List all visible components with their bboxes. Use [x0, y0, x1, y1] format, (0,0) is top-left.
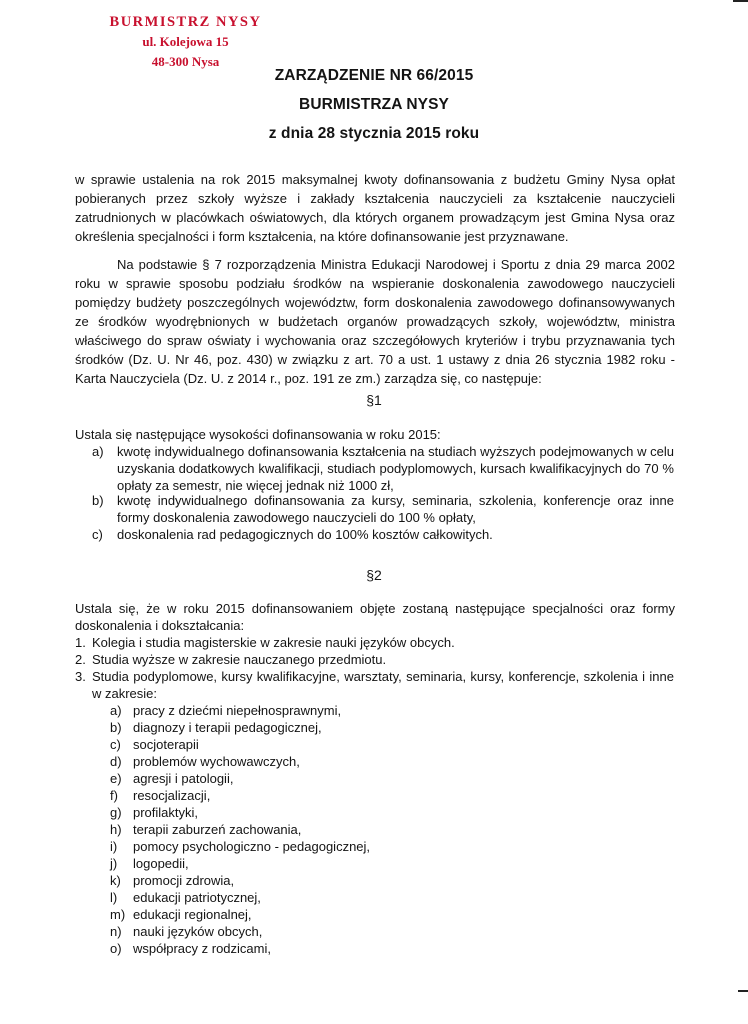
section-2-item: Studia wyższe w zakresie nauczanego przedmiotu. — [92, 652, 387, 667]
subitem-label: c) — [110, 737, 121, 752]
section-2-item: Kolegia i studia magisterskie w zakresie nauki języków obcych. — [92, 635, 455, 650]
subitem-text: resocjalizacji, — [133, 788, 211, 803]
section-2-item-label: 1. — [75, 635, 86, 650]
section-1-lead: Ustala się następujące wysokości dofinansowania w roku 2015: — [75, 427, 441, 442]
subitem-label: l) — [110, 890, 118, 905]
section-1-item: kwotę indywidualnego dofinansowania za kursy, seminaria, szkolenia, konferencje oraz inne formy doskonalenia zawodowego nauczycieli do 100 % opłaty, — [117, 493, 674, 525]
subitem-text: problemów wychowawczych, — [133, 754, 300, 769]
subitem-label: o) — [110, 941, 122, 956]
subitem-label: a) — [110, 703, 122, 718]
official-stamp — [98, 12, 273, 72]
section-1-item: kwotę indywidualnego dofinansowania kształcenia na studiach wyższych podejmowanych w celu uzyskania dodatkowych kwalifikacji, studiach podyplomowych, kursach kwalifikacyjnych do 70 % opłaty za semestr, nie więcej jednak niż 1000 zł, — [117, 444, 674, 493]
subitem-text: promocji zdrowia, — [133, 873, 235, 888]
scan-edge-mark — [733, 0, 748, 2]
scan-edge-mark — [738, 990, 748, 992]
subitem-label: i) — [110, 839, 118, 854]
section-2-item-label: 3. — [75, 669, 86, 684]
subitem-text: edukacji regionalnej, — [133, 907, 252, 922]
subitem-label: k) — [110, 873, 121, 888]
section-2-item: Studia podyplomowe, kursy kwalifikacyjne, warsztaty, seminaria, kursy, konferencje, szkolenia i inne w zakresie: — [92, 669, 674, 701]
subitem-text: współpracy z rodzicami, — [133, 941, 271, 956]
subitem-text: socjoterapii — [133, 737, 199, 752]
section-2-lead: Ustala się, że w roku 2015 dofinansowaniem objęte zostaną następujące specjalności oraz formy doskonalenia i dokształcania: — [75, 601, 675, 633]
subitem-text: logopedii, — [133, 856, 189, 871]
subitem-label: n) — [110, 924, 122, 939]
subitem-label: d) — [110, 754, 122, 769]
subitem-text: terapii zaburzeń zachowania, — [133, 822, 302, 837]
subitem-label: e) — [110, 771, 122, 786]
document-title: ZARZĄDZENIE NR 66/2015 — [274, 67, 474, 84]
subitem-text: edukacji patriotycznej, — [133, 890, 261, 905]
subitem-label: j) — [110, 856, 118, 871]
subitem-text: agresji i patologii, — [133, 771, 234, 786]
subitem-label: g) — [110, 805, 122, 820]
section-1-item-label: c) — [92, 527, 103, 542]
section-1-item: doskonalenia rad pedagogicznych do 100% kosztów całkowitych. — [117, 527, 493, 542]
subitem-text: diagnozy i terapii pedagogicznej, — [133, 720, 322, 735]
subitem-text: pracy z dziećmi niepełnosprawnymi, — [133, 703, 342, 718]
subitem-text: profilaktyki, — [133, 805, 199, 820]
section-1-heading: §1 — [366, 392, 382, 408]
subitem-label: f) — [110, 788, 118, 803]
intro-paragraph: w sprawie ustalenia na rok 2015 maksymalnej kwoty dofinansowania z budżetu Gminy Nysa opłat pobieranych przez szkoły wyższe i zakłady kształcenia nauczycieli za kształcenie nauczycieli zatrudnionych w placówkach oświatowych, dla których organem prowadzącym jest Gmina Nysa oraz określenia specjalności i form kształcenia, na które dofinansowanie jest przyznawane. — [75, 172, 675, 244]
legal-basis-paragraph: Na podstawie § 7 rozporządzenia Ministra Edukacji Narodowej i Sportu z dnia 29 marca 2002 roku w sprawie sposobu podziału środków na wspieranie doskonalenia zawodowego nauczycieli pomiędzy budżety poszczególnych województw, form doskonalenia zawodowego dofinansowywanych ze środków wyodrębnionych w budżetach organów prowadzących szkoły, województw, ministra właściwego do spraw oświaty i wychowania oraz szczegółowych kryteriów i trybu przyznawania tych środków (Dz. U. Nr 46, poz. 430) w związku z art. 70 a ust. 1 ustawy z dnia 26 stycznia 1982 roku - Karta Nauczyciela (Dz. U. z 2014 r., poz. 191 ze zm.) zarządza się, co następuje: — [75, 257, 675, 386]
subitem-label: h) — [110, 822, 122, 837]
stamp-line-3: 48-300 Nysa — [151, 54, 220, 69]
subitem-label: b) — [110, 720, 122, 735]
subitem-text: nauki języków obcych, — [133, 924, 263, 939]
stamp-line-1: BURMISTRZ NYSY — [109, 14, 262, 30]
document-date: z dnia 28 stycznia 2015 roku — [268, 125, 480, 142]
section-1-item-label: a) — [92, 444, 104, 459]
subitem-label: m) — [110, 907, 126, 922]
subitem-text: pomocy psychologiczno - pedagogicznej, — [133, 839, 371, 854]
document-subtitle: BURMISTRZA NYSY — [299, 96, 449, 113]
section-1-item-label: b) — [92, 493, 104, 508]
section-2-item-label: 2. — [75, 652, 86, 667]
section-2-heading: §2 — [366, 567, 382, 583]
stamp-line-2: ul. Kolejowa 15 — [142, 34, 229, 49]
